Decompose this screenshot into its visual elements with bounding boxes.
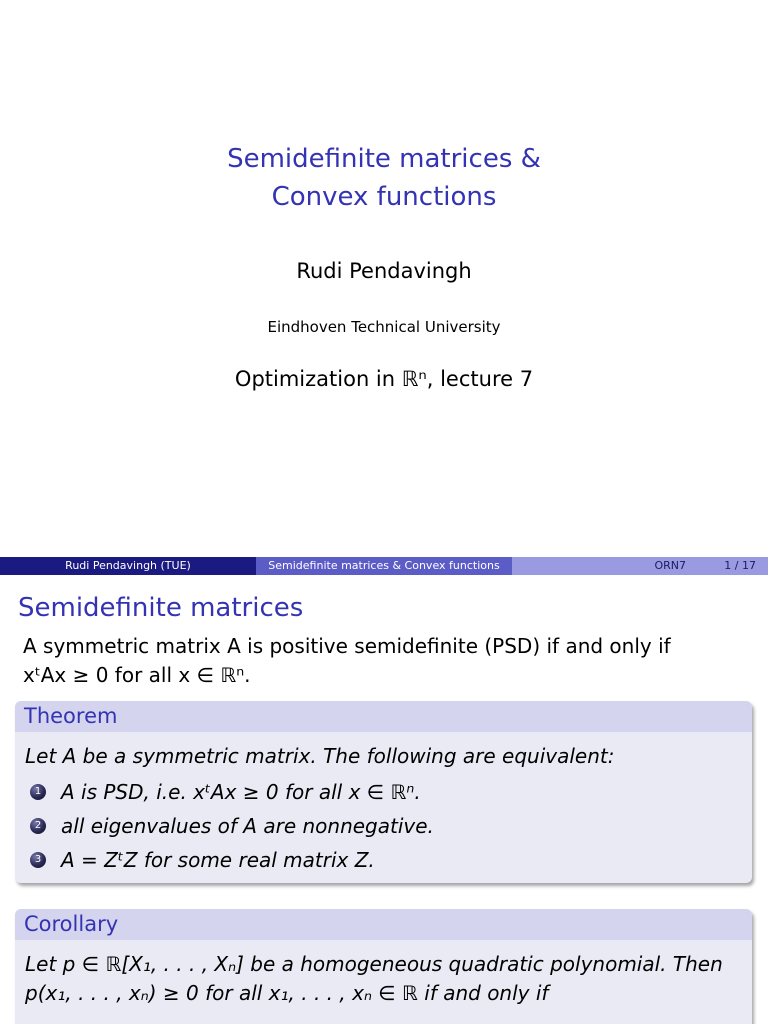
theorem-block <box>15 701 752 883</box>
author-name: Rudi Pendavingh <box>296 259 472 283</box>
title-line-2: Convex functions <box>271 182 497 212</box>
theorem-body <box>15 732 752 883</box>
presentation-title <box>0 140 768 216</box>
enumerate-ball-icon: 3 <box>30 852 46 868</box>
corollary-label: Corollary <box>15 909 752 940</box>
theorem-item-text: A is PSD, i.e. xᵗAx ≥ 0 for all x ∈ ℝⁿ. <box>61 780 421 804</box>
content-slide <box>0 575 768 1024</box>
footline-right <box>512 557 768 575</box>
theorem-item <box>25 843 742 877</box>
theorem-list <box>25 775 742 877</box>
footline <box>0 557 768 575</box>
theorem-label: Theorem <box>15 701 752 732</box>
theorem-item <box>25 775 742 809</box>
theorem-item-text: A = ZᵗZ for some real matrix Z. <box>61 848 375 872</box>
psd-definition: A symmetric matrix A is positive semidefinite (PSD) if and only if xᵗAx ≥ 0 for all x ∈ ℝⁿ. <box>23 634 671 687</box>
institute-name: Eindhoven Technical University <box>267 318 501 336</box>
theorem-statement: Let A be a symmetric matrix. The following are equivalent: <box>25 744 615 768</box>
title-line-1: Semidefinite matrices & <box>227 144 541 174</box>
enumerate-ball-icon: 2 <box>30 818 46 834</box>
theorem-item-text: all eigenvalues of A are nonnegative. <box>61 814 434 838</box>
corollary-block <box>15 909 752 1024</box>
lecture-info: Optimization in ℝⁿ, lecture 7 <box>234 367 534 391</box>
enumerate-ball-icon: 1 <box>30 784 46 800</box>
frame-title: Semidefinite matrices <box>18 593 304 623</box>
footline-author: Rudi Pendavingh (TUE) <box>0 557 256 575</box>
page-number: 1 / 17 <box>724 559 756 572</box>
footline-short-title: ORN7 <box>654 559 686 572</box>
footline-title: Semidefinite matrices & Convex functions <box>256 557 512 575</box>
corollary-text: Let p ∈ ℝ[X₁, . . . , Xₙ] be a homogeneous quadratic polynomial. Then p(x₁, . . . , xₙ) ≥ 0 for all x₁, . . . , xₙ ∈ ℝ if and only if <box>25 952 723 1005</box>
theorem-item <box>25 809 742 843</box>
